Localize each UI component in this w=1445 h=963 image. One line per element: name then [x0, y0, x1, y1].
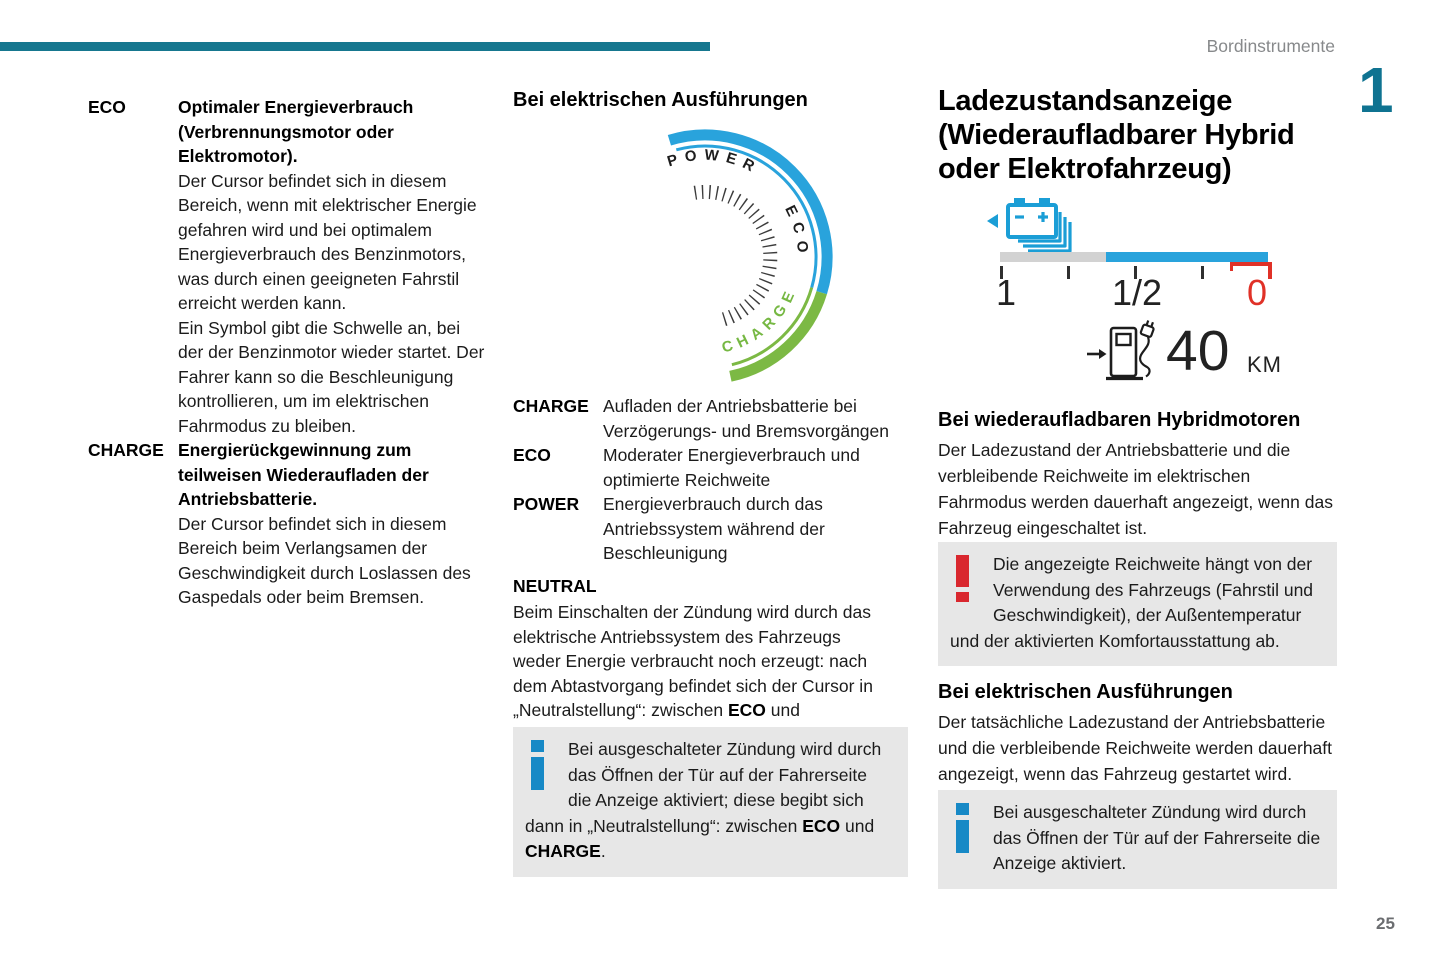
chapter-number: 1 [1358, 54, 1394, 126]
gauge-label-power: POWER [665, 146, 764, 179]
info-icon [531, 740, 544, 792]
gauge-label-charge: CHARGE [719, 283, 801, 357]
charge-bar-empty-segment [1000, 252, 1106, 262]
scale-label-full: 1 [996, 272, 1017, 313]
eco-body-1: Der Cursor befindet sich in diesem Bereich, wenn mit elektrischer Energie gefahren wird und bei optimalem Energieverbrauch des Benzinmotors, was durch einen geeigneten Fahrstil erreicht werden kann. [178, 170, 477, 313]
page-header-title: Bordinstrumente [1206, 36, 1335, 56]
electric-section-heading: Bei elektrischen Ausführungen [938, 681, 1233, 703]
charging-station-icon [1085, 320, 1165, 388]
remaining-range-value: 40 [1166, 319, 1230, 383]
gauge-definitions [513, 394, 911, 566]
def-eco-text: Moderater Energieverbrauch und optimierte Reichweite [603, 445, 860, 490]
def-power-term: POWER [513, 494, 580, 514]
scale-tick [1201, 266, 1204, 279]
svg-text:POWER [665, 146, 763, 178]
header-rule [0, 42, 710, 51]
charge-body-1: Der Cursor befindet sich in diesem Bereich beim Verlangsamen der Geschwindigkeit durch Loslassen des Gaspedals oder beim Bremsen. [178, 513, 471, 607]
electric-section-text: Der tatsächliche Ladezustand der Antriebsbatterie und die verbleibende Reichweite werden dauerhaft angezeigt, wenn das Fahrzeug gestartet wird. [938, 712, 1333, 784]
middle-info-text: Bei ausgeschalteter Zündung wird durch das Öffnen der Tür auf der Fahrerseite die Anzeige aktiviert; diese begibt sich dann in „Neutralstellung“: zwischen ECO und CHARGE. [525, 739, 882, 861]
charge-definition [178, 438, 490, 610]
neutral-text: Beim Einschalten der Zündung wird durch das elektrische Antriebssystem des Fahrzeugs weder Energie verbraucht noch erzeugt: nach dem Abtastvorgang befindet sich der Cursor in „Neutralstellung“: zwischen [513, 602, 873, 720]
scale-tick [1067, 266, 1070, 279]
info-icon [956, 803, 969, 855]
hybrid-section-heading: Bei wiederaufladbaren Hybridmotoren [938, 409, 1301, 431]
scale-label-zero: 0 [1247, 272, 1268, 313]
warning-text: Die angezeigte Reichweite hängt von der Verwendung des Fahrzeugs (Fahrstil und Geschwindigkeit), der Außentemperatur und der aktivierten Komfortausstattung ab. [950, 554, 1314, 651]
eco-term: ECO [88, 97, 126, 117]
eco-lead: Optimaler Energieverbrauch (Verbrennungsmotor oder Elektromotor). [178, 97, 414, 166]
reserve-zone-mark-right [1268, 262, 1272, 279]
right-info-box [938, 790, 1337, 889]
traction-battery-icon [984, 196, 1084, 252]
warning-exclamation-icon [956, 555, 969, 607]
eco-body-2: Ein Symbol gibt die Schwelle an, bei der der Benzinmotor wieder startet. Der Fahrer kann so die Beschleunigung kontrollieren, um im elektrischen Fahrmodus zu bleiben. [178, 317, 485, 436]
charge-bar-filled-segment [1106, 252, 1268, 262]
arrow-right-icon [1099, 349, 1107, 359]
plug-icon [1140, 320, 1155, 337]
neutral-heading: NEUTRAL [513, 576, 597, 596]
def-power-text: Energieverbrauch durch das Antriebssystem während der Beschleunigung [603, 494, 825, 563]
page-number: 25 [1376, 914, 1395, 933]
scale-label-half: 1/2 [1112, 272, 1163, 313]
charge-lead: Energierückgewinnung zum teilweisen Wiederaufladen der Antriebsbatterie. [178, 440, 429, 509]
eco-definition [178, 95, 490, 438]
charge-term: CHARGE [88, 440, 164, 460]
cursor-triangle-icon [987, 214, 998, 228]
middle-heading: Bei elektrischen Ausführungen [513, 89, 808, 111]
def-charge-term: CHARGE [513, 396, 589, 416]
left-column [88, 95, 490, 610]
remaining-range-unit: KM [1247, 352, 1282, 377]
neutral-eco: ECO [727, 700, 766, 720]
gauge-ticks [695, 192, 771, 320]
warning-box [938, 542, 1337, 666]
page-title: Ladezustandsanzeige (Wiederaufladbarer Hybrid oder Elektrofahrzeug) [938, 85, 1295, 185]
hybrid-section-text: Der Ladezustand der Antriebsbatterie und die verbleibende Reichweite im elektrischen Fahrmodus werden dauerhaft angezeigt, wenn das Fahrzeug eingeschaltet ist. [938, 440, 1333, 538]
gauge-label-eco: ECO [781, 202, 812, 261]
reserve-zone-mark [1230, 262, 1272, 266]
reserve-zone-mark-left [1230, 262, 1233, 271]
neutral-paragraph [513, 600, 875, 747]
power-eco-charge-gauge [560, 115, 860, 400]
middle-info-box [513, 727, 908, 877]
def-eco-term: ECO [513, 445, 551, 465]
def-charge-text: Aufladen der Antriebsbatterie bei Verzögerungs- und Bremsvorgängen [603, 396, 890, 441]
neutral-mid: und [765, 700, 800, 720]
right-info-text: Bei ausgeschalteter Zündung wird durch das Öffnen der Tür auf der Fahrerseite die Anzeige aktiviert. [993, 802, 1321, 873]
